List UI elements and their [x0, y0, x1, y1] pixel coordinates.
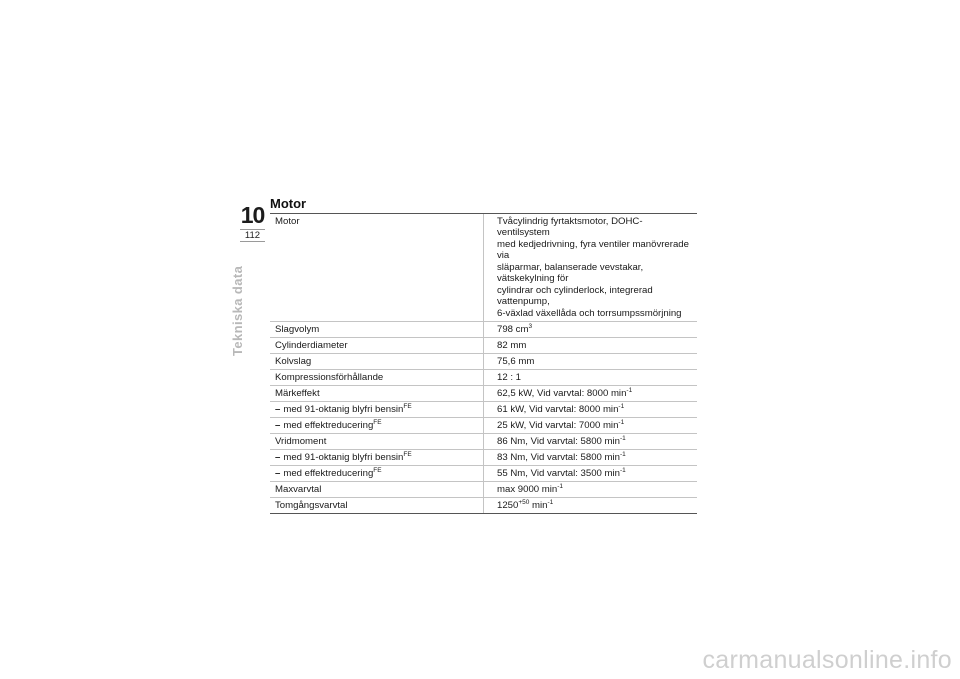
spec-label-cell [270, 214, 484, 322]
spec-value-unit: min [529, 499, 548, 511]
spec-label-cell [270, 482, 484, 498]
unit-exponent: -1 [626, 386, 633, 394]
table-row [270, 402, 697, 418]
sub-item-dash: – [275, 451, 281, 463]
spec-value-cell [484, 482, 698, 498]
spec-value: 55 Nm, Vid varvtal: 3500 min [497, 467, 620, 479]
unit-exponent: +50 [518, 498, 530, 506]
spec-value-cell [484, 386, 698, 402]
table-row [270, 482, 697, 498]
table-row [270, 450, 697, 466]
spec-label: med effektreducering [283, 467, 374, 479]
spec-value: 62,5 kW, Vid varvtal: 8000 min [497, 387, 627, 399]
spec-label: Motor [275, 215, 300, 227]
spec-value: 61 kW, Vid varvtal: 8000 min [497, 403, 619, 415]
unit-exponent: -1 [618, 418, 625, 426]
table-row [270, 418, 697, 434]
spec-label: Kompressionsförhållande [275, 371, 384, 383]
spec-value: max 9000 min [497, 483, 558, 495]
spec-label-cell [270, 370, 484, 386]
spec-value-cell [484, 434, 698, 450]
spec-value: 25 kW, Vid varvtal: 7000 min [497, 419, 619, 431]
spec-value: 798 cm [497, 323, 529, 335]
unit-exponent: -1 [620, 466, 626, 474]
unit-exponent: -1 [620, 450, 626, 458]
spec-value-cell [484, 450, 698, 466]
spec-label-cell [270, 466, 484, 482]
spec-value: 75,6 mm [497, 355, 535, 367]
footnote-marker: FE [403, 450, 412, 458]
spec-value-cell [484, 498, 698, 514]
spec-table-body [270, 214, 697, 514]
sub-item-dash: – [275, 467, 281, 479]
watermark: carmanualsonline.info [702, 646, 952, 674]
spec-label-cell [270, 418, 484, 434]
section-title: Motor [270, 196, 307, 211]
table-row [270, 338, 697, 354]
spec-label-cell [270, 498, 484, 514]
table-row [270, 466, 697, 482]
unit-exponent: -1 [557, 482, 564, 490]
table-row [270, 386, 697, 402]
table-row [270, 434, 697, 450]
spec-value-cell [484, 322, 698, 338]
spec-label: Märkeffekt [275, 387, 320, 399]
spec-table [270, 213, 697, 514]
table-row [270, 370, 697, 386]
spec-label: med 91-oktanig blyfri bensin [283, 451, 404, 463]
spec-value-cell [484, 370, 698, 386]
unit-exponent: 3 [528, 322, 533, 330]
spec-value-cell [484, 338, 698, 354]
table-row [270, 498, 697, 514]
spec-label: Slagvolym [275, 323, 320, 335]
chapter-tab [240, 204, 265, 242]
table-row [270, 214, 697, 322]
spec-value: 82 mm [497, 339, 527, 351]
spec-label: Kolvslag [275, 355, 312, 367]
table-row [270, 354, 697, 370]
sub-item-dash: – [275, 403, 281, 415]
spec-value: 83 Nm, Vid varvtal: 5800 min [497, 451, 620, 463]
unit-exponent: -1 [620, 434, 626, 442]
spec-value-cell [484, 466, 698, 482]
spec-label-cell [270, 402, 484, 418]
footnote-marker: FE [403, 402, 412, 410]
spec-value-line: Tvåcylindrig fyrtaktsmotor, DOHC-ventilsystem [497, 215, 643, 238]
footnote-marker: FE [373, 466, 382, 474]
spec-label-cell [270, 338, 484, 354]
spec-label-cell [270, 434, 484, 450]
spec-label-cell [270, 354, 484, 370]
spec-label-cell [270, 450, 484, 466]
spec-label: Maxvarvtal [275, 483, 322, 495]
spec-value-line: cylindrar och cylinderlock, integrerad vattenpump, [497, 284, 653, 307]
unit-exponent: -1 [547, 498, 554, 506]
spec-value-cell [484, 354, 698, 370]
spec-value-cell [484, 402, 698, 418]
spec-label: med 91-oktanig blyfri bensin [283, 403, 404, 415]
table-row [270, 322, 697, 338]
spec-label: Cylinderdiameter [275, 339, 348, 351]
spec-value-line: med kedjedrivning, fyra ventiler manövrerade via [497, 238, 689, 261]
page-number: 112 [240, 229, 265, 242]
spec-label-cell [270, 322, 484, 338]
spec-value-cell [484, 418, 698, 434]
footnote-marker: FE [373, 418, 382, 426]
sub-item-dash: – [275, 419, 281, 431]
spec-value-line: släparmar, balanserade vevstakar, vätskekylning för [497, 261, 644, 284]
spec-label: Tomgångsvarvtal [275, 499, 348, 511]
spec-value: 1250 [497, 499, 519, 511]
unit-exponent: -1 [618, 402, 625, 410]
spec-label-cell [270, 386, 484, 402]
spec-label: Vridmoment [275, 435, 327, 447]
spec-value-line: 6-växlad växellåda och torrsumpssmörjning [497, 307, 682, 319]
chapter-number: 10 [240, 202, 265, 228]
spec-value-cell [484, 214, 698, 322]
spec-value: 86 Nm, Vid varvtal: 5800 min [497, 435, 620, 447]
spec-value: 12 : 1 [497, 371, 522, 383]
spec-label: med effektreducering [283, 419, 374, 431]
side-chapter-title: Tekniska data [230, 265, 245, 356]
